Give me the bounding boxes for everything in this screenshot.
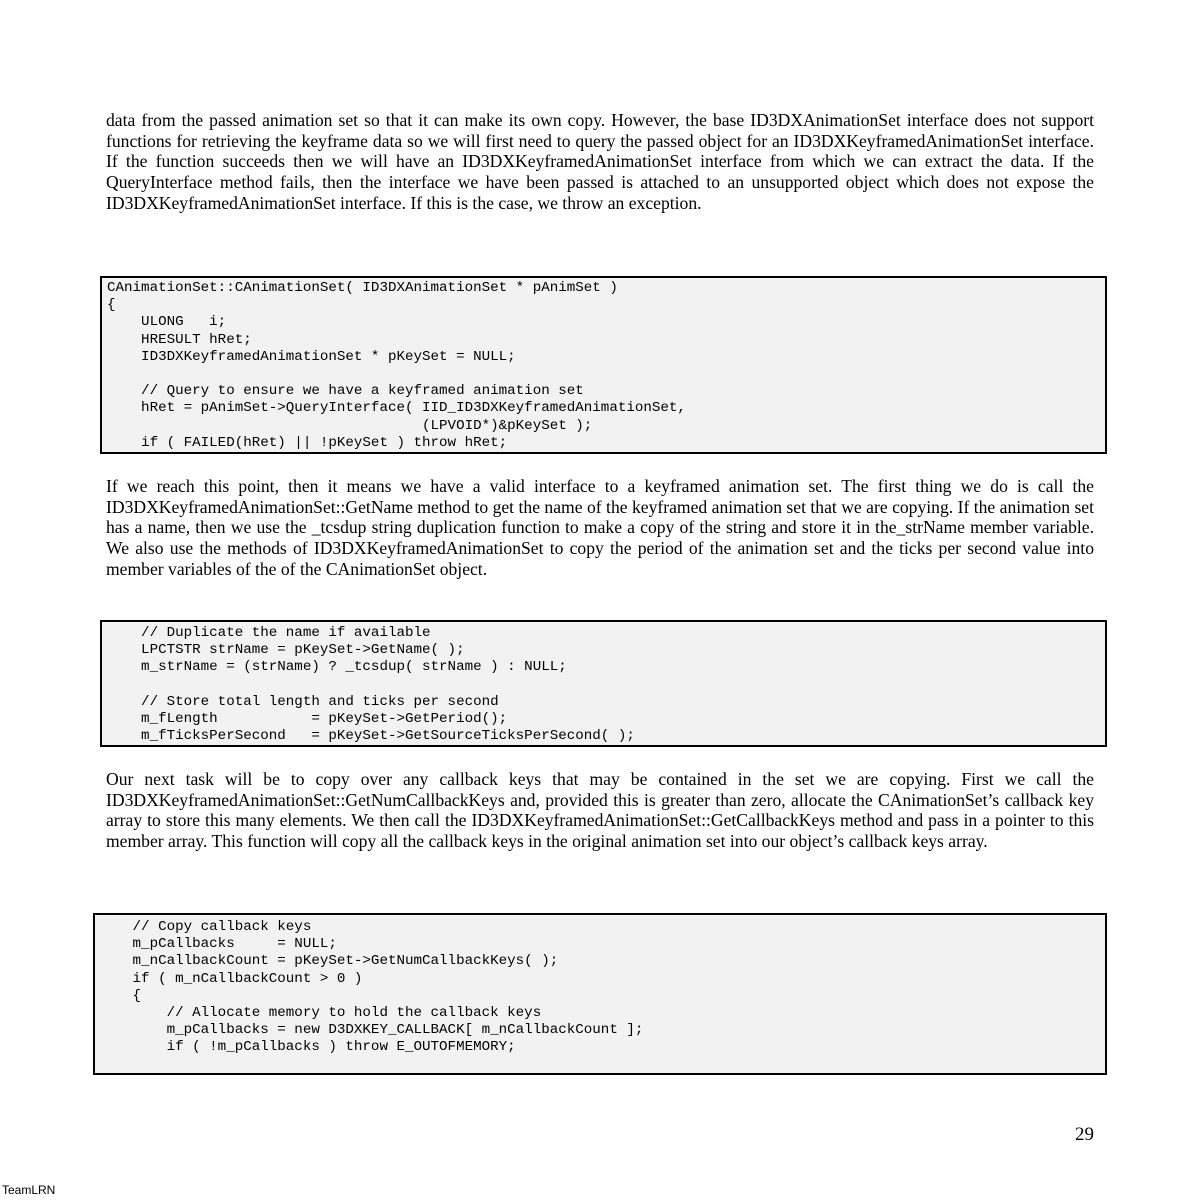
code-line: if ( FAILED(hRet) || !pKeySet ) throw hRet; bbox=[107, 434, 508, 451]
code-line bbox=[107, 677, 1105, 694]
paragraph-callback-keys: Our next task will be to copy over any callback keys that may be contained in the set we are copying. First we call the ID3DXKeyframedAnimationSet::GetNumCallbackKeys and, provided this is greater than zero, allocate the CAnimationSet’s callback key array to store this many elements. We then call the ID3DXKeyframedAnimationSet::GetCallbackKeys method and pass in a pointer to this member array. This function will copy all the callback keys in the original animation set into our object’s callback keys array. bbox=[106, 769, 1094, 852]
code-line: CAnimationSet::CAnimationSet( ID3DXAnimationSet * pAnimSet ) bbox=[107, 280, 618, 296]
paragraph-keyframe-query-intro: data from the passed animation set so that it can make its own copy. However, the base ID3DXAnimationSet interface does not support functions for retrieving the keyframe data so we will first need to query the passed object for an ID3DXKeyframedAnimationSet interface. If the function succeeds then we will have an ID3DXKeyframedAnimationSet interface from which we can extract the data. If the QueryInterface method fails, then the interface we have been passed is attached to an unsupported object which does not expose the ID3DXKeyframedAnimationSet interface. If this is the case, we throw an exception. bbox=[106, 110, 1094, 213]
code-line: ULONG i; bbox=[107, 314, 227, 331]
code-block-constructor-query bbox=[100, 276, 1107, 454]
code-line: m_pCallbacks = NULL; bbox=[107, 936, 337, 953]
code-line: { bbox=[107, 987, 142, 1004]
code-line: if ( m_nCallbackCount > 0 ) bbox=[107, 970, 363, 987]
page-number: 29 bbox=[1075, 1124, 1094, 1145]
code-line: m_fTicksPerSecond = pKeySet->GetSourceTicksPerSecond( ); bbox=[107, 728, 635, 745]
code-line: // Copy callback keys bbox=[107, 919, 312, 935]
code-line: // Store total length and ticks per second bbox=[107, 693, 499, 710]
code-line: if ( !m_pCallbacks ) throw E_OUTOFMEMORY; bbox=[107, 1039, 516, 1056]
code-line: { bbox=[107, 297, 116, 314]
code-line: HRESULT hRet; bbox=[107, 331, 252, 348]
code-block-name-and-length bbox=[100, 620, 1107, 747]
paragraph-getname-copy: If we reach this point, then it means we have a valid interface to a keyframed animation set. The first thing we do is call the ID3DXKeyframedAnimationSet::GetName method to get the name of the keyframed animation set that we are copying. If the animation set has a name, then we use the _tcsdup string duplication function to make a copy of the string and store it in the_strName member variable. We also use the methods of ID3DXKeyframedAnimationSet to copy the period of the animation set and the ticks per second value into member variables of the of the CAnimationSet object. bbox=[106, 476, 1094, 579]
code-line: m_strName = (strName) ? _tcsdup( strName ) : NULL; bbox=[107, 659, 567, 676]
code-line: LPCTSTR strName = pKeySet->GetName( ); bbox=[107, 642, 465, 659]
code-line: m_pCallbacks = new D3DXKEY_CALLBACK[ m_nCallbackCount ]; bbox=[107, 1022, 644, 1039]
footer-watermark: TeamLRN bbox=[2, 1183, 56, 1197]
code-line: hRet = pAnimSet->QueryInterface( IID_ID3DXKeyframedAnimationSet, bbox=[107, 400, 686, 417]
code-line: m_fLength = pKeySet->GetPeriod(); bbox=[107, 710, 508, 727]
code-line: // Query to ensure we have a keyframed animation set bbox=[107, 383, 584, 400]
code-line: ID3DXKeyframedAnimationSet * pKeySet = NULL; bbox=[107, 348, 516, 365]
code-line: (LPVOID*)&pKeySet ); bbox=[107, 417, 593, 434]
code-line: // Allocate memory to hold the callback keys bbox=[107, 1004, 542, 1021]
code-line: m_nCallbackCount = pKeySet->GetNumCallbackKeys( ); bbox=[107, 953, 559, 970]
code-block-copy-callbacks bbox=[93, 913, 1107, 1075]
code-line bbox=[107, 366, 1105, 383]
code-line: // Duplicate the name if available bbox=[107, 625, 431, 641]
